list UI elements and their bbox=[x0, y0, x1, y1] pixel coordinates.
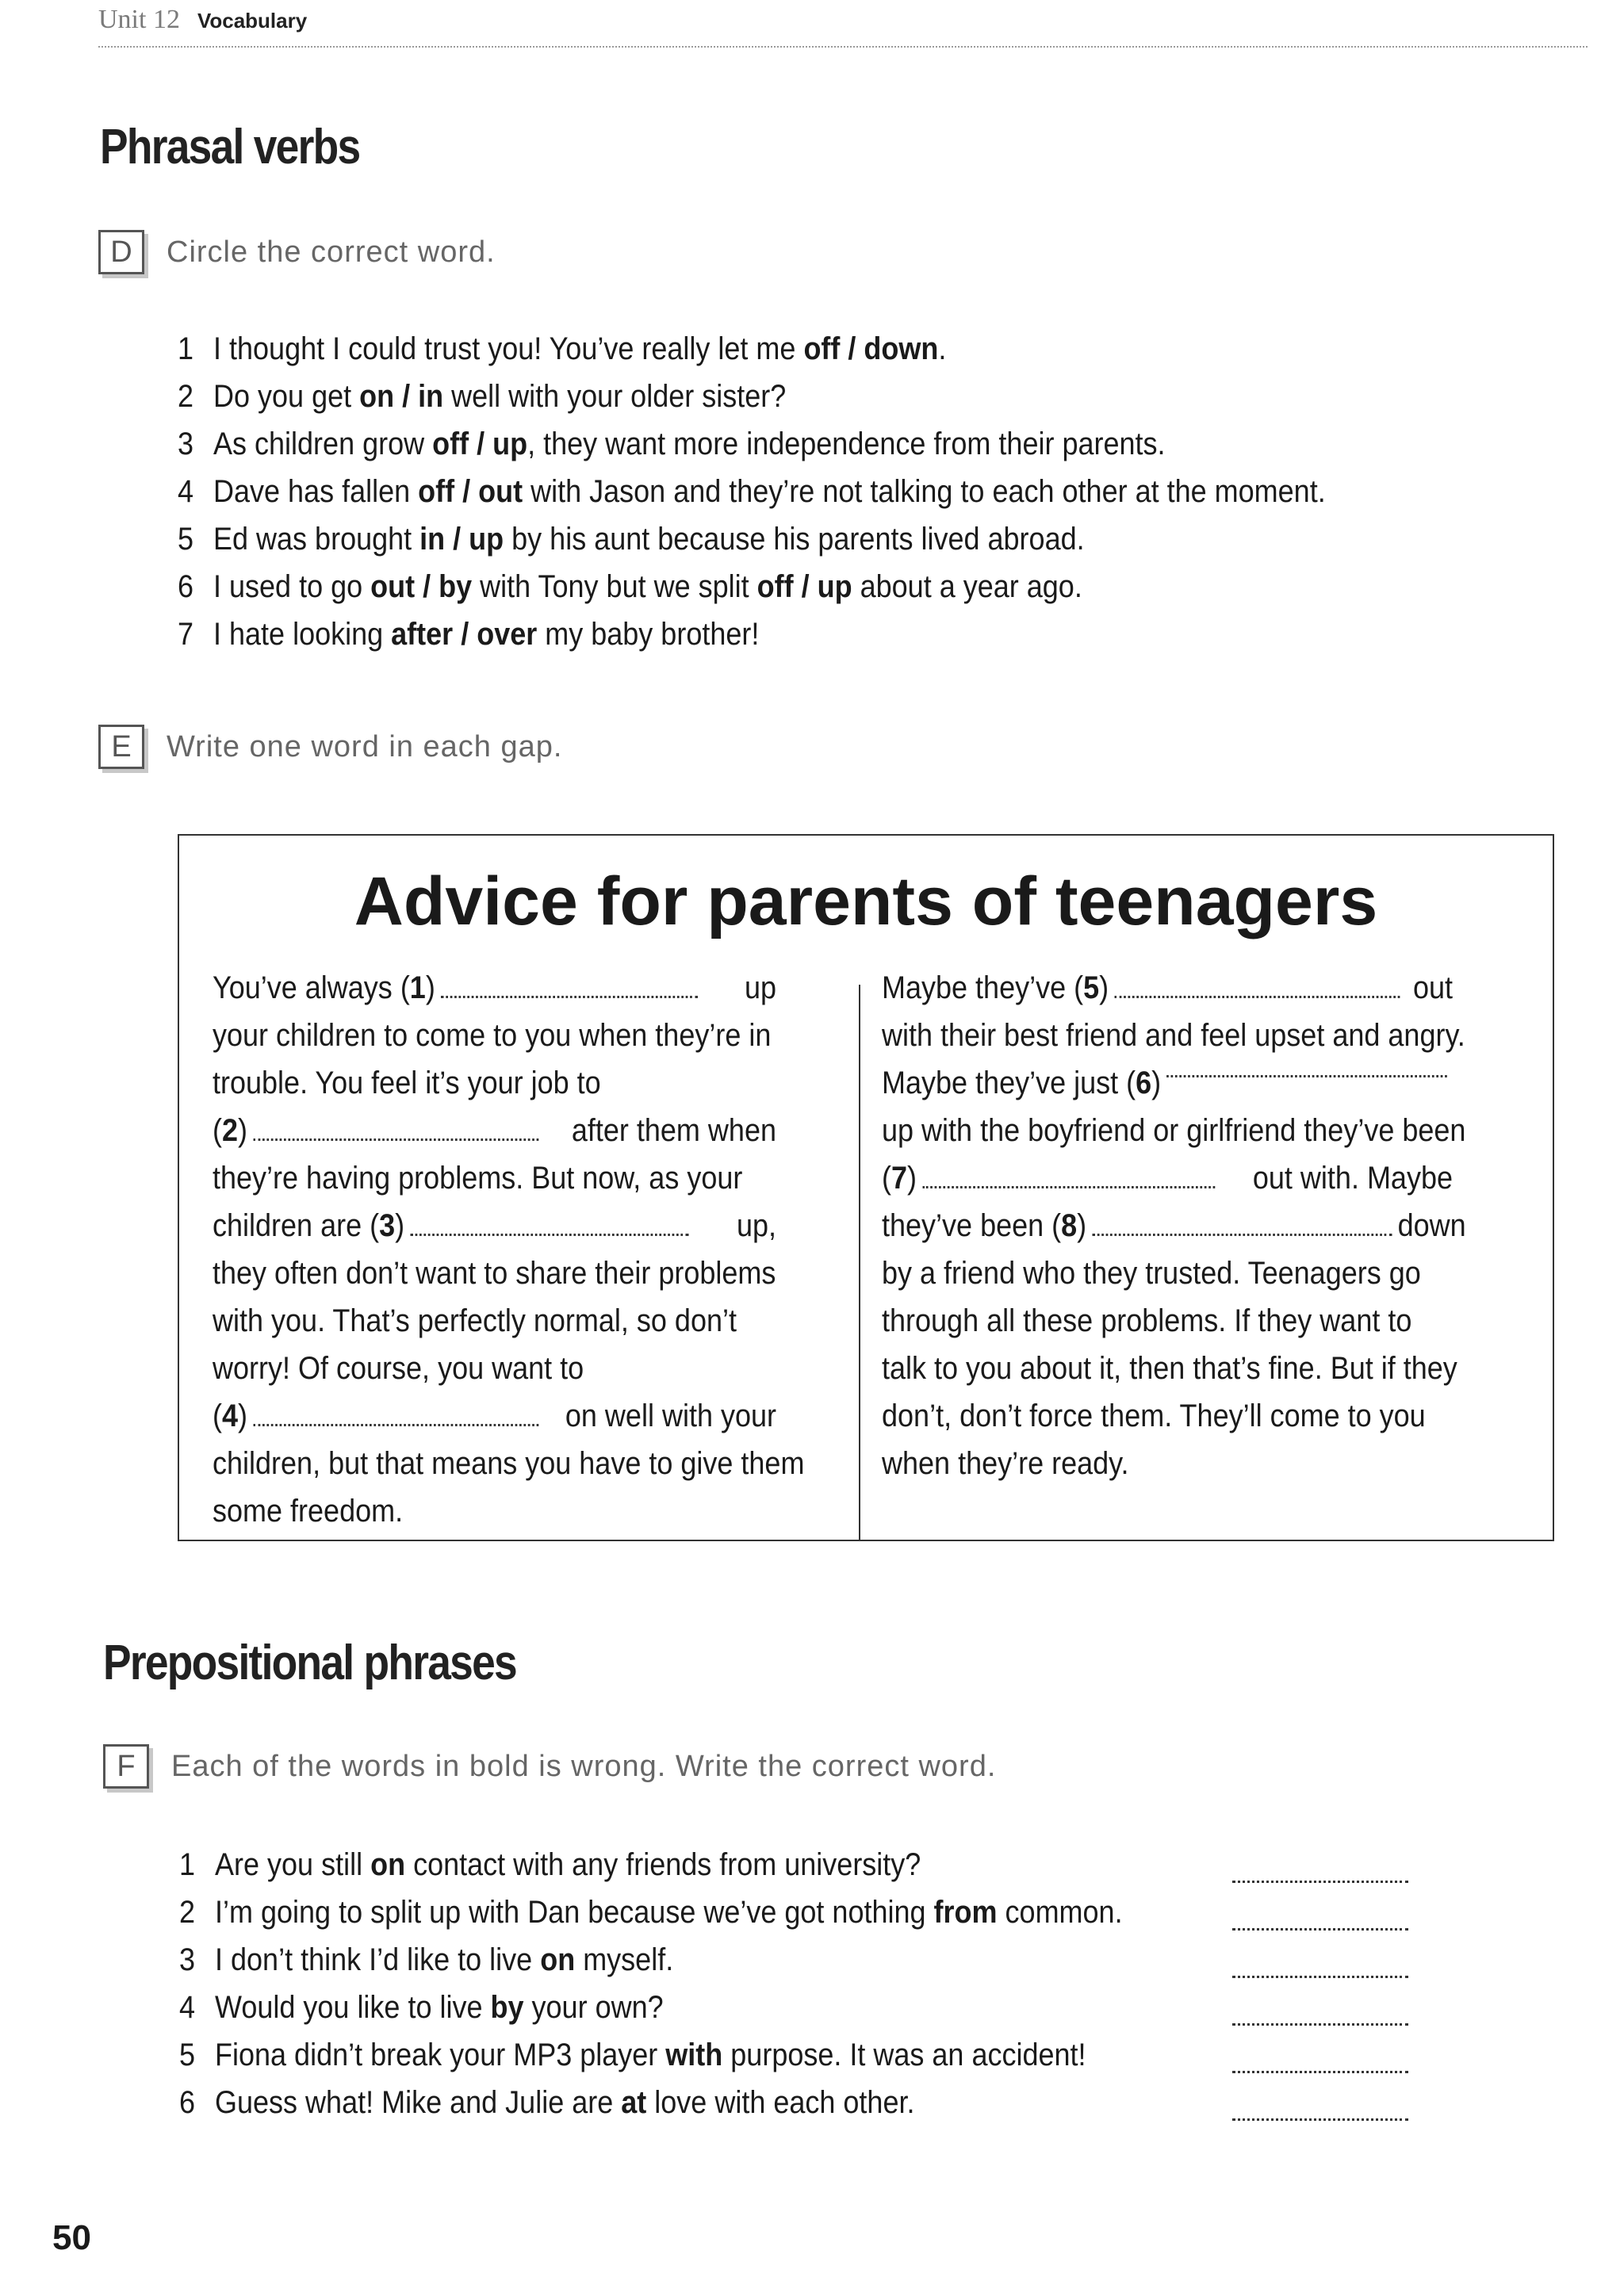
text-fragment: ( bbox=[882, 1161, 891, 1196]
item-number: 6 bbox=[178, 569, 194, 604]
item-text: about a year ago. bbox=[852, 569, 1082, 604]
text-fragment: up bbox=[744, 970, 776, 1005]
exercise-letter-box: F bbox=[103, 1744, 149, 1789]
text-fragment: You’ve always ( bbox=[213, 970, 410, 1005]
answer-blank[interactable] bbox=[1232, 2023, 1408, 2026]
text-fragment: ) bbox=[1151, 1066, 1162, 1100]
item-number: 4 bbox=[178, 474, 194, 509]
option-separator: / bbox=[445, 522, 469, 557]
text-line bbox=[213, 1392, 776, 1440]
text-fragment: up, bbox=[736, 1208, 776, 1243]
section-title-phrasal-verbs: Phrasal verbs bbox=[100, 120, 360, 174]
text-fragment: ) bbox=[238, 1113, 248, 1148]
item-text: purpose. It was an accident! bbox=[722, 2038, 1086, 2072]
item-number: 6 bbox=[179, 2085, 196, 2120]
exercise-instruction: Circle the correct word. bbox=[167, 235, 496, 269]
item-text: . bbox=[938, 331, 947, 366]
text-line: by a friend who they trusted. Teenagers go bbox=[882, 1256, 1421, 1291]
wrong-word: by bbox=[490, 1990, 524, 2025]
item-text: my baby brother! bbox=[537, 617, 760, 652]
item-text: , they want more independence from their parents. bbox=[527, 427, 1166, 461]
gap-number: 5 bbox=[1083, 970, 1100, 1005]
text-line: they often don’t want to share their problems bbox=[213, 1256, 776, 1291]
option-separator: / bbox=[415, 569, 439, 604]
text-line: don’t, don’t force them. They’ll come to you bbox=[882, 1399, 1426, 1433]
exercise-f-heading bbox=[103, 1744, 996, 1789]
item-text: Guess what! Mike and Julie are bbox=[215, 2085, 622, 2120]
page-header bbox=[98, 5, 307, 44]
list-item bbox=[178, 468, 1326, 515]
gap-dots[interactable] bbox=[410, 1218, 688, 1236]
text-line: talk to you about it, then that’s fine. But if they bbox=[882, 1351, 1457, 1386]
option-word[interactable]: in bbox=[419, 522, 446, 557]
text-fragment: children are ( bbox=[213, 1208, 380, 1243]
option-word[interactable]: over bbox=[477, 617, 538, 652]
wrong-word: on bbox=[540, 1942, 576, 1977]
text-fragment: ( bbox=[213, 1113, 222, 1148]
gap-number: 1 bbox=[409, 970, 426, 1005]
section-label: Vocabulary bbox=[197, 9, 308, 33]
gap-dots[interactable] bbox=[253, 1123, 538, 1141]
text-fragment: they’ve been ( bbox=[882, 1208, 1062, 1243]
option-word[interactable]: off bbox=[418, 474, 455, 509]
item-text: I hate looking bbox=[213, 617, 392, 652]
exercise-e-heading bbox=[98, 725, 562, 769]
text-fragment: Maybe they’ve ( bbox=[882, 970, 1084, 1005]
item-number: 3 bbox=[179, 1942, 196, 1977]
gap-number: 3 bbox=[379, 1208, 396, 1243]
item-text: Do you get bbox=[213, 379, 360, 414]
item-text: by his aunt because his parents lived abroad. bbox=[504, 522, 1085, 557]
list-item bbox=[178, 610, 759, 658]
text-line: up with the boyfriend or girlfriend they’ve been bbox=[882, 1113, 1466, 1148]
gap-dots[interactable] bbox=[922, 1170, 1215, 1188]
item-number: 2 bbox=[179, 1895, 196, 1930]
answer-blank[interactable] bbox=[1232, 1881, 1408, 1883]
option-word[interactable]: up bbox=[492, 427, 528, 461]
answer-blank[interactable] bbox=[1232, 2118, 1408, 2121]
wrong-word: on bbox=[370, 1847, 406, 1882]
text-line: some freedom. bbox=[213, 1494, 404, 1529]
text-line: when they’re ready. bbox=[882, 1446, 1129, 1481]
option-word[interactable]: off bbox=[803, 331, 841, 366]
text-line: with you. That’s perfectly normal, so don’t bbox=[213, 1303, 737, 1338]
gap-dots[interactable] bbox=[1114, 980, 1400, 998]
exercise-instruction: Write one word in each gap. bbox=[167, 729, 563, 763]
list-item bbox=[178, 563, 1082, 610]
item-number: 1 bbox=[178, 331, 194, 366]
option-separator: / bbox=[469, 427, 493, 461]
option-word[interactable]: up bbox=[469, 522, 504, 557]
text-line bbox=[213, 964, 776, 1012]
text-fragment: out bbox=[1412, 970, 1453, 1005]
option-separator: / bbox=[793, 569, 818, 604]
item-text: with Jason and they’re not talking to each other at the moment. bbox=[523, 474, 1326, 509]
option-word[interactable]: on bbox=[359, 379, 395, 414]
gap-number: 4 bbox=[221, 1399, 239, 1433]
gap-number: 2 bbox=[221, 1113, 239, 1148]
item-text: love with each other. bbox=[646, 2085, 915, 2120]
item-number: 4 bbox=[179, 1990, 196, 2025]
left-column bbox=[213, 964, 839, 1535]
item-number: 7 bbox=[178, 617, 194, 652]
gap-dots[interactable] bbox=[441, 980, 698, 998]
item-text: I used to go bbox=[213, 569, 371, 604]
text-line: children, but that means you have to give them bbox=[213, 1446, 805, 1481]
text-fragment: ) bbox=[425, 970, 435, 1005]
item-text: Dave has fallen bbox=[213, 474, 419, 509]
item-text: with Tony but we split bbox=[472, 569, 757, 604]
item-text: Would you like to live bbox=[215, 1990, 491, 2025]
option-word[interactable]: out bbox=[370, 569, 416, 604]
item-text: I’m going to split up with Dan because we’ve got nothing bbox=[215, 1895, 934, 1930]
item-text: Ed was brought bbox=[213, 522, 420, 557]
item-number: 5 bbox=[179, 2038, 196, 2072]
text-line bbox=[882, 1059, 1453, 1107]
text-fragment: Maybe they’ve just ( bbox=[882, 1066, 1136, 1100]
section-title-prepositional-phrases: Prepositional phrases bbox=[103, 1636, 516, 1690]
wrong-word: at bbox=[621, 2085, 647, 2120]
option-word[interactable]: up bbox=[817, 569, 852, 604]
text-line bbox=[213, 1202, 776, 1249]
text-fragment: after them when bbox=[571, 1113, 776, 1148]
list-item bbox=[178, 325, 946, 373]
list-item bbox=[179, 1984, 664, 2031]
exercise-letter-box: D bbox=[98, 230, 144, 274]
option-separator: / bbox=[453, 617, 477, 652]
list-item bbox=[178, 373, 786, 420]
item-text: well with your older sister? bbox=[443, 379, 787, 414]
text-line: trouble. You feel it’s your job to bbox=[213, 1066, 601, 1100]
header-rule bbox=[98, 46, 1588, 48]
column-divider bbox=[859, 985, 860, 1540]
option-word[interactable]: after bbox=[391, 617, 454, 652]
text-line: with their best friend and feel upset and angry. bbox=[882, 1018, 1465, 1053]
item-text: Are you still bbox=[215, 1847, 371, 1882]
item-text: I thought I could trust you! You’ve really let me bbox=[213, 331, 804, 366]
gap-dots[interactable] bbox=[1092, 1218, 1392, 1236]
item-text: myself. bbox=[575, 1942, 674, 1977]
option-word[interactable]: by bbox=[439, 569, 473, 604]
unit-label: Unit 12 bbox=[98, 5, 180, 34]
option-word[interactable]: off bbox=[432, 427, 469, 461]
text-fragment: ) bbox=[238, 1399, 248, 1433]
text-fragment: out with. Maybe bbox=[1252, 1161, 1453, 1196]
list-item bbox=[179, 1888, 1123, 1936]
item-text: I don’t think I’d like to live bbox=[215, 1942, 541, 1977]
exercise-letter-box: E bbox=[98, 725, 144, 769]
option-word[interactable]: down bbox=[864, 331, 939, 366]
text-fragment: ) bbox=[1077, 1208, 1087, 1243]
text-line bbox=[882, 1154, 1453, 1202]
gap-dots[interactable] bbox=[1166, 1059, 1446, 1077]
text-line bbox=[213, 1107, 776, 1154]
page-number: 50 bbox=[52, 2218, 91, 2257]
answer-blank[interactable] bbox=[1232, 1976, 1408, 1978]
list-item bbox=[178, 420, 1166, 468]
item-text: Fiona didn’t break your MP3 player bbox=[215, 2038, 666, 2072]
option-separator: / bbox=[394, 379, 419, 414]
right-column bbox=[882, 964, 1516, 1487]
text-fragment: ( bbox=[213, 1399, 222, 1433]
option-separator: / bbox=[840, 331, 864, 366]
exercise-instruction: Each of the words in bold is wrong. Write the correct word. bbox=[171, 1749, 997, 1783]
list-item bbox=[178, 515, 1085, 563]
text-fragment: down bbox=[1397, 1208, 1466, 1243]
text-box bbox=[178, 834, 1554, 1541]
box-title: Advice for parents of teenagers bbox=[354, 863, 1378, 939]
item-text: As children grow bbox=[213, 427, 433, 461]
text-line: your children to come to you when they’re in bbox=[213, 1018, 772, 1053]
list-item bbox=[179, 1936, 673, 1984]
wrong-word: from bbox=[933, 1895, 998, 1930]
option-word[interactable]: out bbox=[478, 474, 523, 509]
gap-dots[interactable] bbox=[253, 1408, 538, 1426]
text-fragment: ) bbox=[395, 1208, 405, 1243]
gap-number: 6 bbox=[1136, 1066, 1152, 1100]
item-number: 3 bbox=[178, 427, 194, 461]
option-word[interactable]: in bbox=[418, 379, 444, 414]
option-word[interactable]: off bbox=[756, 569, 794, 604]
text-line bbox=[882, 964, 1453, 1012]
item-text: common. bbox=[997, 1895, 1123, 1930]
answer-blank[interactable] bbox=[1232, 2071, 1408, 2073]
item-text: your own? bbox=[523, 1990, 664, 2025]
wrong-word: with bbox=[665, 2038, 723, 2072]
text-line bbox=[882, 1202, 1466, 1249]
gap-number: 7 bbox=[891, 1161, 908, 1196]
list-item bbox=[179, 1841, 921, 1888]
item-number: 2 bbox=[178, 379, 194, 414]
text-fragment: on well with your bbox=[565, 1399, 776, 1433]
text-line: they’re having problems. But now, as your bbox=[213, 1161, 743, 1196]
answer-blank[interactable] bbox=[1232, 1928, 1408, 1931]
exercise-d-heading bbox=[98, 230, 496, 274]
item-number: 1 bbox=[179, 1847, 196, 1882]
list-item bbox=[179, 2031, 1086, 2079]
text-fragment: ) bbox=[907, 1161, 917, 1196]
gap-number: 8 bbox=[1061, 1208, 1078, 1243]
text-line: through all these problems. If they want to bbox=[882, 1303, 1412, 1338]
text-fragment: ) bbox=[1099, 970, 1109, 1005]
item-number: 5 bbox=[178, 522, 194, 557]
option-separator: / bbox=[454, 474, 479, 509]
list-item bbox=[179, 2079, 914, 2126]
text-line: worry! Of course, you want to bbox=[213, 1351, 584, 1386]
item-text: contact with any friends from university? bbox=[405, 1847, 921, 1882]
